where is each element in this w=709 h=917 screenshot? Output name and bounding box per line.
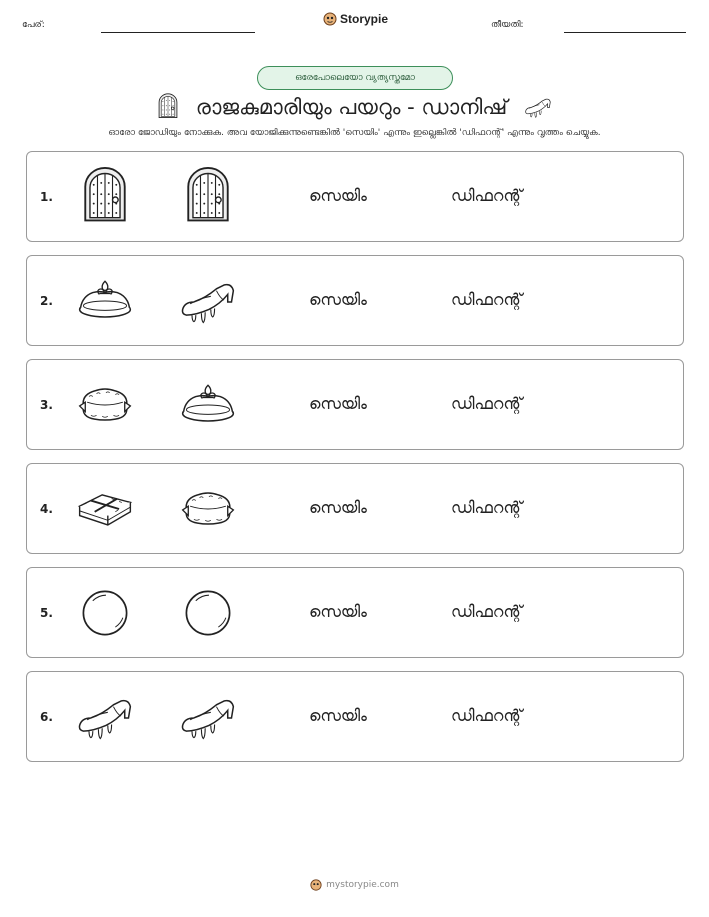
row-number: 6. xyxy=(40,710,53,724)
worksheet-header xyxy=(0,0,709,50)
glass-slipper-icon xyxy=(74,686,136,748)
crown-icon xyxy=(177,374,239,436)
glass-slipper-icon xyxy=(177,686,239,748)
different-option[interactable]: ഡിഫറന്റ് xyxy=(451,498,523,517)
different-option[interactable]: ഡിഫറന്റ് xyxy=(451,706,523,725)
instructions: ഓരോ ജോഡിയും നോക്കുക. അവ യോജിക്കുന്നുണ്ടെങ്കിൽ 'സെയിം' എന്നും ഇല്ലെങ്കിൽ 'ഡിഫറന്റ്' എന്നും വൃത്തം ചെയ്യുക. xyxy=(108,128,601,138)
exercise-row xyxy=(26,567,684,658)
door-icon xyxy=(154,91,182,123)
different-option[interactable]: ഡിഫറന്റ് xyxy=(451,186,523,205)
exercise-row xyxy=(26,255,684,346)
name-field[interactable] xyxy=(101,32,255,33)
page-title: രാജകുമാരിയും പയറും - ഡാനിഷ് xyxy=(195,94,508,119)
same-option[interactable]: സെയിം xyxy=(309,290,367,309)
brand-name: Storypie xyxy=(340,12,389,26)
pea-icon xyxy=(74,582,136,644)
storypie-mascot-icon xyxy=(323,12,337,26)
title-row xyxy=(0,90,709,124)
same-option[interactable]: സെയിം xyxy=(309,498,367,517)
same-option[interactable]: സെയിം xyxy=(309,602,367,621)
footer xyxy=(0,879,709,891)
glass-slipper-icon xyxy=(521,92,555,122)
worksheet-type-badge: ഒരേപോലെയോ വ്യത്യസ്തമോ xyxy=(257,66,453,90)
date-label: തീയതി: xyxy=(491,20,524,30)
name-label: പേര്: xyxy=(22,20,45,30)
date-field[interactable] xyxy=(564,32,686,33)
mattress-stack-icon xyxy=(74,478,136,540)
row-number: 4. xyxy=(40,502,53,516)
cushion-icon xyxy=(177,478,239,540)
same-option[interactable]: സെയിം xyxy=(309,706,367,725)
door-icon xyxy=(177,166,239,228)
exercise-row xyxy=(26,359,684,450)
different-option[interactable]: ഡിഫറന്റ് xyxy=(451,394,523,413)
exercise-row xyxy=(26,151,684,242)
crown-icon xyxy=(74,270,136,332)
row-number: 3. xyxy=(40,398,53,412)
different-option[interactable]: ഡിഫറന്റ് xyxy=(451,290,523,309)
row-number: 2. xyxy=(40,294,53,308)
exercise-row xyxy=(26,463,684,554)
cushion-icon xyxy=(74,374,136,436)
brand-logo xyxy=(323,12,388,26)
same-option[interactable]: സെയിം xyxy=(309,186,367,205)
row-number: 5. xyxy=(40,606,53,620)
glass-slipper-icon xyxy=(177,270,239,332)
storypie-mascot-icon xyxy=(310,879,322,891)
row-number: 1. xyxy=(40,190,53,204)
pea-icon xyxy=(177,582,239,644)
footer-url: mystorypie.com xyxy=(326,880,399,890)
different-option[interactable]: ഡിഫറന്റ് xyxy=(451,602,523,621)
same-option[interactable]: സെയിം xyxy=(309,394,367,413)
exercise-row xyxy=(26,671,684,762)
door-icon xyxy=(74,166,136,228)
